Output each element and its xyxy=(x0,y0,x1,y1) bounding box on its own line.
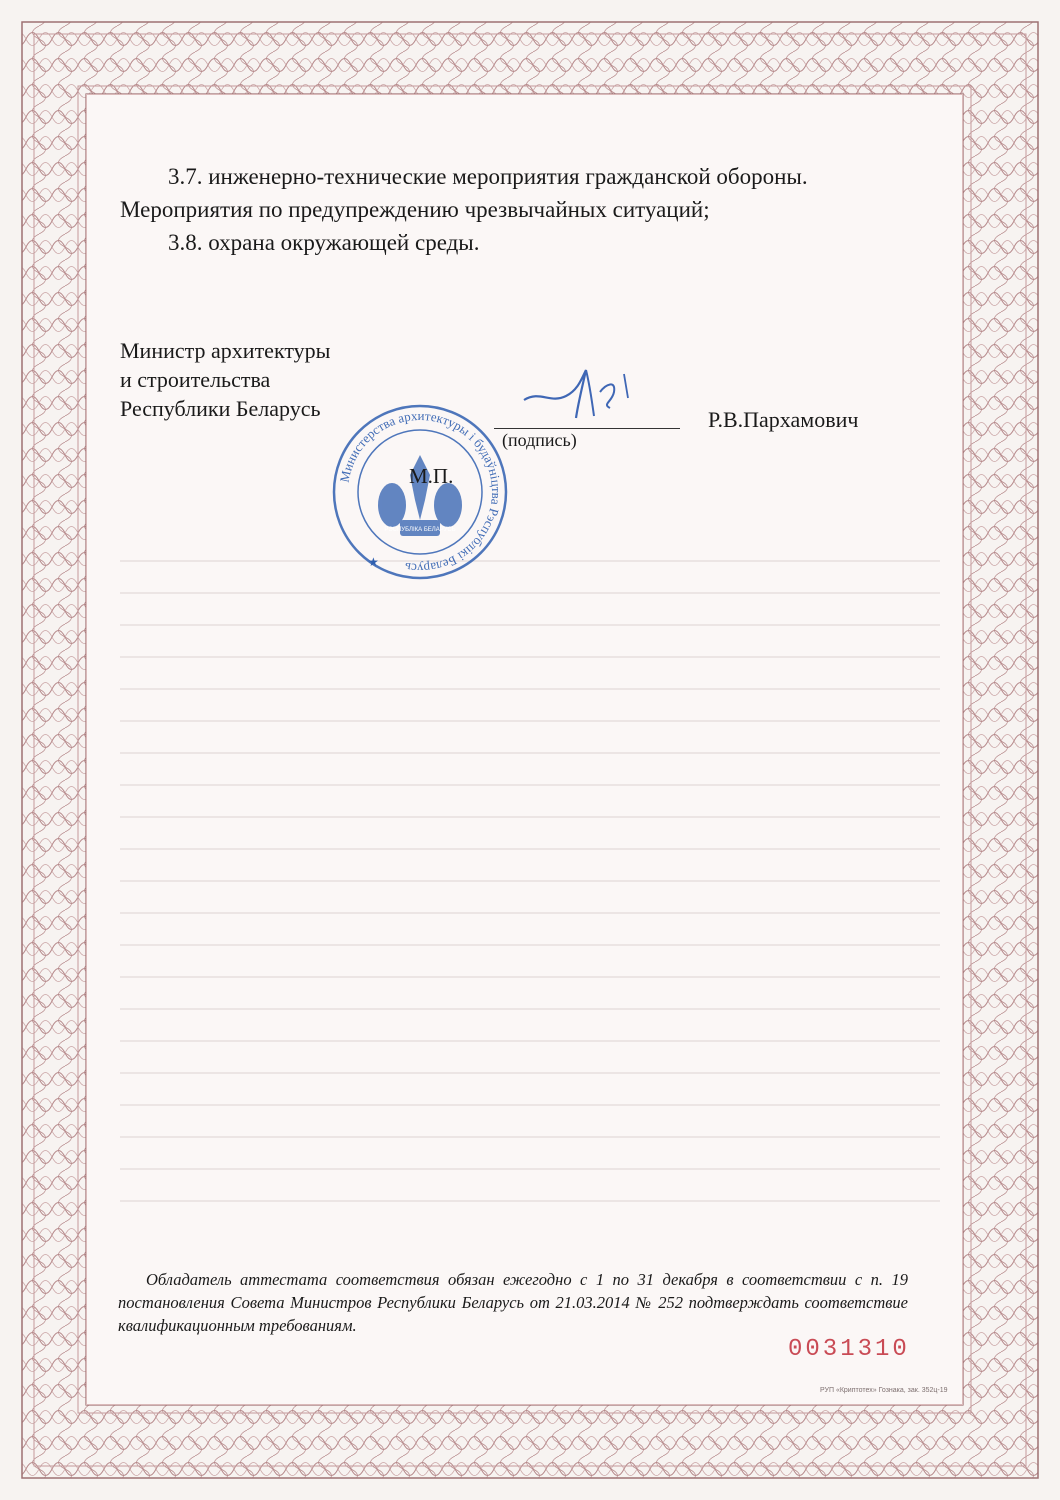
signatory-title xyxy=(120,336,330,423)
item-3-7-continuation: Мероприятия по предупреждению чрезвычайных ситуаций; xyxy=(120,197,710,222)
signatory-name: Р.В.Пархамович xyxy=(708,407,859,432)
signatory-title-line-2: и строительства xyxy=(120,367,271,392)
printer-imprint: РУП «Криптотех» Гознака, зак. 352ц-19 xyxy=(820,1387,948,1394)
svg-text:Министерства архитектуры і буд: Министерства архитектуры і будаўніцтва Рэспублікі Беларусь xyxy=(336,407,505,577)
item-3-8: 3.8. охрана окружающей среды. xyxy=(168,230,480,255)
serial-number: 0031310 xyxy=(788,1336,910,1363)
signatory-title-line-1: Министр архитектуры xyxy=(120,338,331,363)
item-3-7: 3.7. инженерно-технические мероприятия гражданской обороны. xyxy=(168,164,808,189)
seal-mark-label: М.П. xyxy=(409,464,454,488)
signature-caption: (подпись) xyxy=(502,430,577,450)
signatory-title-line-3: Республики Беларусь xyxy=(120,396,321,421)
certificate-body xyxy=(120,160,920,259)
svg-text:★: ★ xyxy=(368,555,379,569)
show-through-background xyxy=(120,560,940,1210)
svg-text:РЭСПУБЛІКА БЕЛАРУСЬ: РЭСПУБЛІКА БЕЛАРУСЬ xyxy=(384,527,456,533)
footnote-text: Обладатель аттестата соответствия обязан ежегодно с 1 по 31 декабря в соответствии с п. 19 постановления Совета Министров Республики Беларусь от 21.03.2014 № 252 подтверждать соответствие квалификационным требованиям. xyxy=(118,1270,908,1335)
handwritten-signature xyxy=(520,360,650,430)
holder-obligation-note xyxy=(118,1268,908,1337)
official-seal xyxy=(330,400,510,585)
